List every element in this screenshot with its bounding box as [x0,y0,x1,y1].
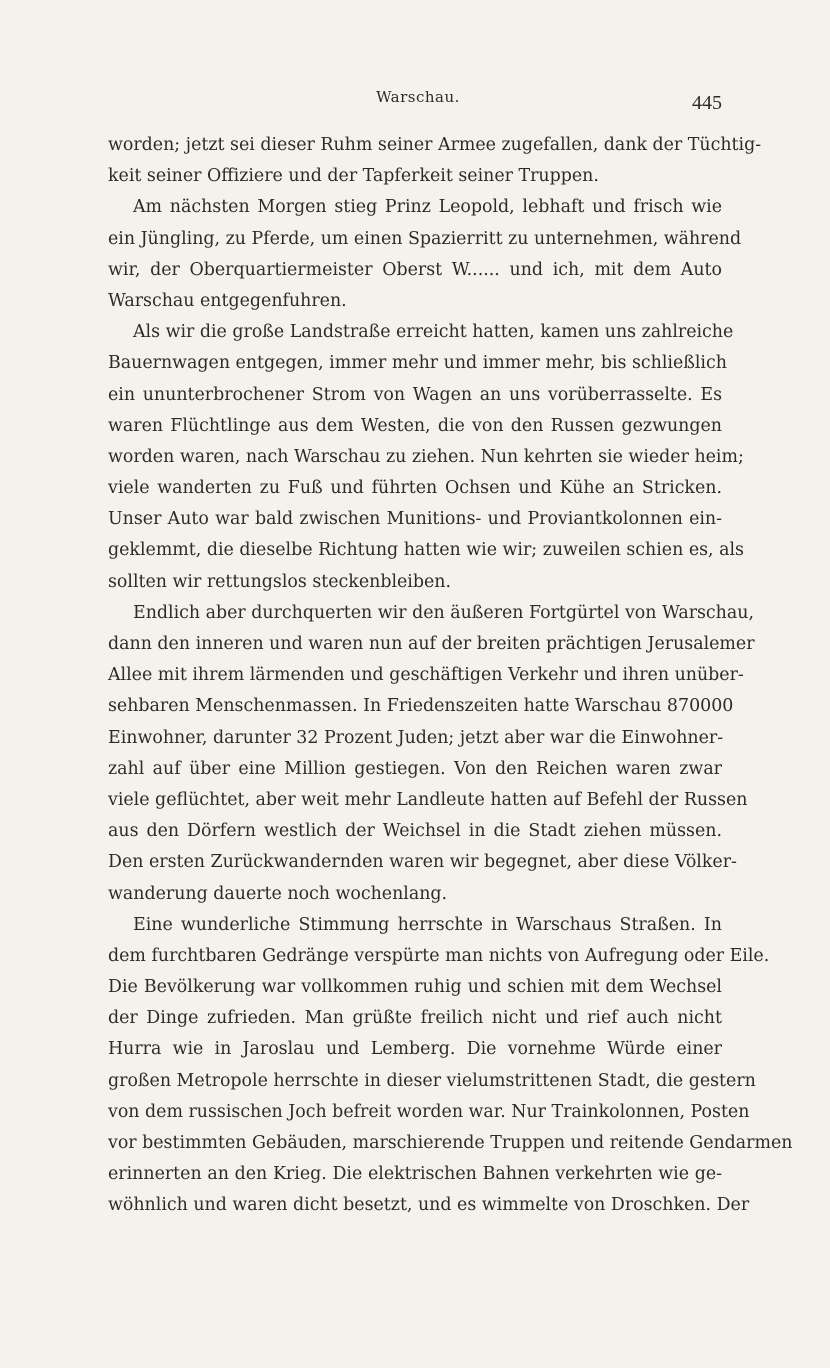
text-line: sehbaren Menschenmassen. In Friedenszeiten hatte Warschau 870000 [108,696,734,717]
paragraph [108,130,762,192]
text-line: Endlich aber durchquerten wir den äußeren Fortgürtel von Warschau, [133,602,754,623]
paragraph [108,192,742,317]
text-line: geklemmt, die dieselbe Richtung hatten wie wir; zuweilen schien es, als [108,540,744,561]
text-line: Hurra wie in Jaroslau und Lemberg. Die vornehme Würde einer [108,1039,722,1060]
text-line: ein Jüngling, zu Pferde, um einen Spazierritt zu unternehmen, während [108,228,742,249]
text-line: aus den Dörfern westlich der Weichsel in die Stadt ziehen müssen. [108,821,722,842]
text-line: Als wir die große Landstraße erreicht hatten, kamen uns zahlreiche [133,322,734,343]
text-line: erinnerten an den Krieg. Die elektrischen Bahnen verkehrten wie ge- [108,1164,722,1185]
text-line: von dem russischen Joch befreit worden war. Nur Trainkolonnen, Posten [108,1101,750,1122]
text-line: sollten wir rettungslos steckenbleiben. [108,571,452,592]
text-line: Unser Auto war bald zwischen Munitions- und Proviantkolonnen ein- [108,509,722,530]
text-line: keit seiner Offiziere und der Tapferkeit seiner Truppen. [108,166,599,187]
text-line: Die Bevölkerung war vollkommen ruhig und schien mit dem Wechsel [108,977,722,998]
text-line: Den ersten Zurückwandernden waren wir begegnet, aber diese Völker- [108,852,737,873]
text-line: viele geflüchtet, aber weit mehr Landleute hatten auf Befehl der Russen [108,789,748,810]
text-line: Bauernwagen entgegen, immer mehr und immer mehr, bis schließlich [108,353,727,374]
paragraph [108,598,755,910]
paragraph [108,910,793,1222]
body-text [108,130,793,1222]
text-line: viele wanderten zu Fuß und führten Ochsen und Kühe an Stricken. [108,478,722,499]
text-line: Einwohner, darunter 32 Prozent Juden; jetzt aber war die Einwohner- [108,727,724,748]
text-line: waren Flüchtlinge aus dem Westen, die von den Russen gezwungen [108,415,722,436]
text-line: Eine wunderliche Stimmung herrschte in Warschaus Straßen. In [133,914,722,935]
page-number: 445 [692,92,722,114]
text-line: dann den inneren und waren nun auf der breiten prächtigen Jerusalemer [108,634,755,654]
text-line: wanderung dauerte noch wochenlang. [108,883,448,904]
text-line: der Dinge zufrieden. Man grüßte freilich nicht und rief auch nicht [108,1008,722,1029]
text-line: ein ununterbrochener Strom von Wagen an uns vorüberrasselte. Es [108,384,722,405]
text-line: worden; jetzt sei dieser Ruhm seiner Armee zugefallen, dank der Tüchtig- [108,135,762,155]
text-line: Am nächsten Morgen stieg Prinz Leopold, lebhaft und frisch wie [133,197,722,218]
text-line: worden waren, nach Warschau zu ziehen. Nun kehrten sie wieder heim; [108,446,744,467]
text-line: großen Metropole herrschte in dieser vielumstrittenen Stadt, die gestern [108,1070,756,1091]
text-line: wöhnlich und waren dicht besetzt, und es wimmelte von Droschken. Der [108,1195,750,1216]
paragraph [108,317,744,598]
text-line: wir, der Oberquartiermeister Oberst W...... und ich, mit dem Auto [108,259,722,280]
text-line: zahl auf über eine Million gestiegen. Von den Reichen waren zwar [108,758,722,779]
text-line: dem furchtbaren Gedränge verspürte man nichts von Aufregung oder Eile. [108,945,770,966]
running-head: Warschau. [376,88,460,106]
text-line: Allee mit ihrem lärmenden und geschäftigen Verkehr und ihren unüber- [108,665,744,686]
text-line: Warschau entgegenfuhren. [108,290,347,311]
text-line: vor bestimmten Gebäuden, marschierende Truppen und reitende Gendarmen [108,1133,793,1153]
